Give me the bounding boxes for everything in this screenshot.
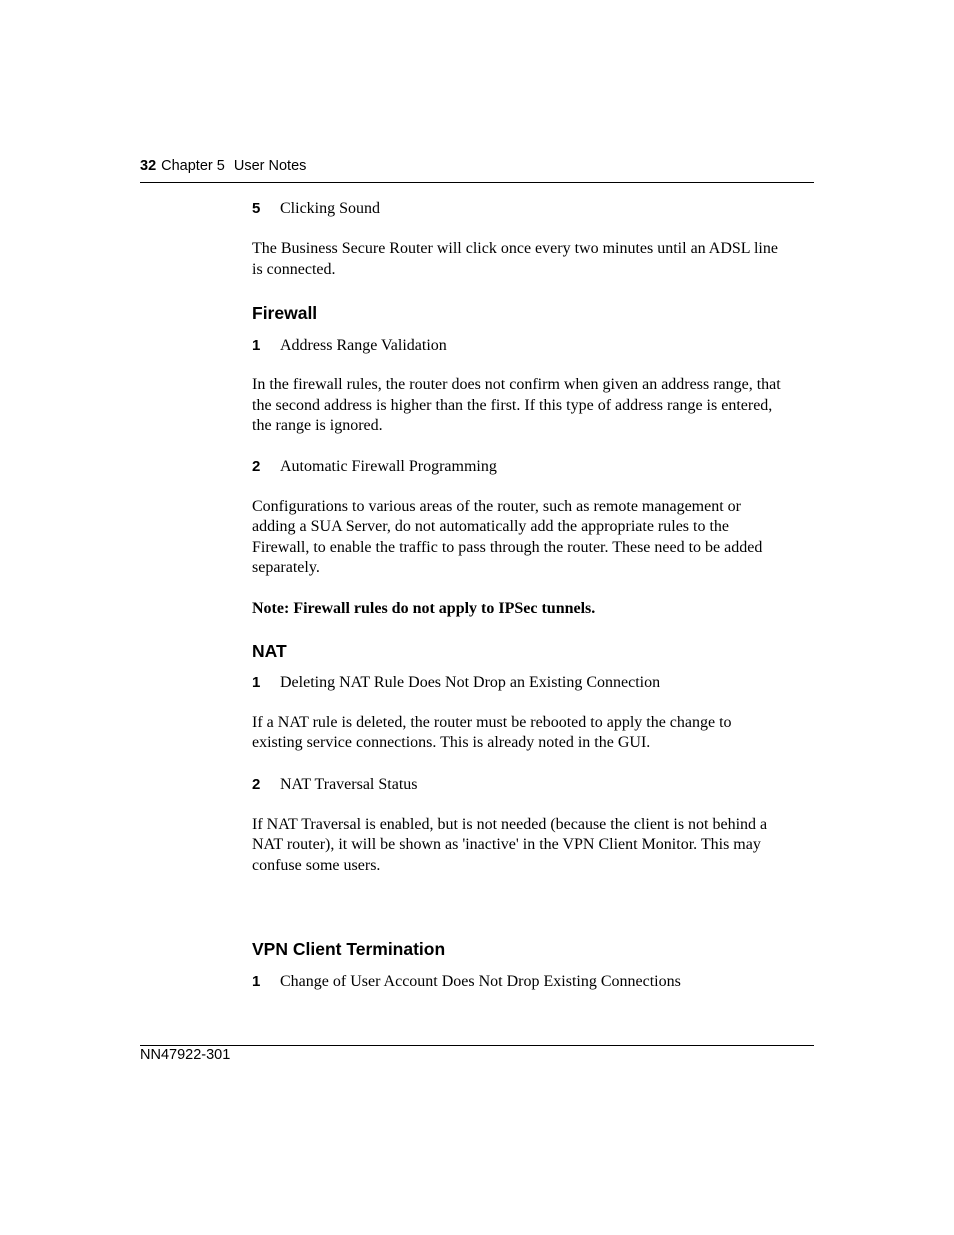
item-title: Deleting NAT Rule Does Not Drop an Existing Connection — [280, 673, 661, 691]
item-number: 5 — [252, 200, 261, 217]
firewall-note: Note: Firewall rules do not apply to IPSec tunnels. — [252, 599, 596, 617]
item-title: NAT Traversal Status — [280, 775, 418, 793]
paragraph-line: Firewall, to enable the traffic to pass through the router. These need to be added — [252, 538, 763, 556]
item-number: 1 — [252, 673, 261, 691]
running-header — [140, 157, 306, 175]
paragraph-line: If a NAT rule is deleted, the router must be rebooted to apply the change to — [252, 713, 732, 731]
section-heading-firewall: Firewall — [252, 303, 318, 323]
numbered-item-deleting-nat — [252, 672, 814, 693]
item-number: 2 — [252, 775, 261, 793]
paragraph-nat-traversal — [252, 815, 814, 877]
item-title: Clicking Sound — [280, 200, 381, 217]
paragraph-clicking-sound — [252, 239, 814, 280]
page-body — [252, 198, 814, 992]
paragraph-line: is connected. — [252, 260, 336, 278]
page-number: 32 — [140, 158, 157, 174]
numbered-item-user-account — [252, 971, 814, 992]
paragraph-line: the second address is higher than the first. If this type of address range is entered, — [252, 396, 773, 414]
paragraph-auto-firewall — [252, 497, 814, 579]
item-number: 1 — [252, 973, 261, 990]
paragraph-line: separately. — [252, 559, 320, 576]
paragraph-line: The Business Secure Router will click once every two minutes until an ADSL line — [252, 240, 778, 257]
header-rule — [140, 182, 814, 183]
chapter-label: Chapter 5 — [161, 158, 225, 174]
paragraph-line: existing service connections. This is already noted in the GUI. — [252, 734, 651, 751]
document-number: NN47922-301 — [140, 1047, 231, 1063]
numbered-item-nat-traversal — [252, 774, 814, 795]
footer-rule — [140, 1045, 814, 1046]
paragraph-line: If NAT Traversal is enabled, but is not needed (because the client is not behind a — [252, 815, 768, 833]
section-label: User Notes — [233, 158, 307, 174]
paragraph-deleting-nat — [252, 713, 814, 754]
paragraph-line: NAT router), it will be shown as 'inactive' in the VPN Client Monitor. This may — [252, 836, 761, 853]
item-title: Address Range Validation — [280, 337, 447, 354]
paragraph-line: In the firewall rules, the router does not confirm when given an address range, that — [252, 376, 781, 393]
numbered-item-auto-firewall — [252, 456, 814, 477]
numbered-item-address-range — [252, 335, 814, 356]
section-heading-vpn: VPN Client Termination — [252, 939, 446, 959]
numbered-item-clicking-sound — [252, 198, 814, 219]
paragraph-line: Configurations to various areas of the router, such as remote management or — [252, 497, 741, 515]
item-title: Automatic Firewall Programming — [280, 457, 497, 475]
paragraph-address-range — [252, 375, 814, 437]
paragraph-line: adding a SUA Server, do not automatically add the appropriate rules to the — [252, 518, 730, 535]
paragraph-line: confuse some users. — [252, 856, 381, 874]
section-heading-nat: NAT — [252, 640, 287, 661]
paragraph-line: the range is ignored. — [252, 417, 383, 434]
item-number: 2 — [252, 457, 261, 475]
item-number: 1 — [252, 337, 261, 354]
item-title: Change of User Account Does Not Drop Existing Connections — [280, 973, 681, 990]
